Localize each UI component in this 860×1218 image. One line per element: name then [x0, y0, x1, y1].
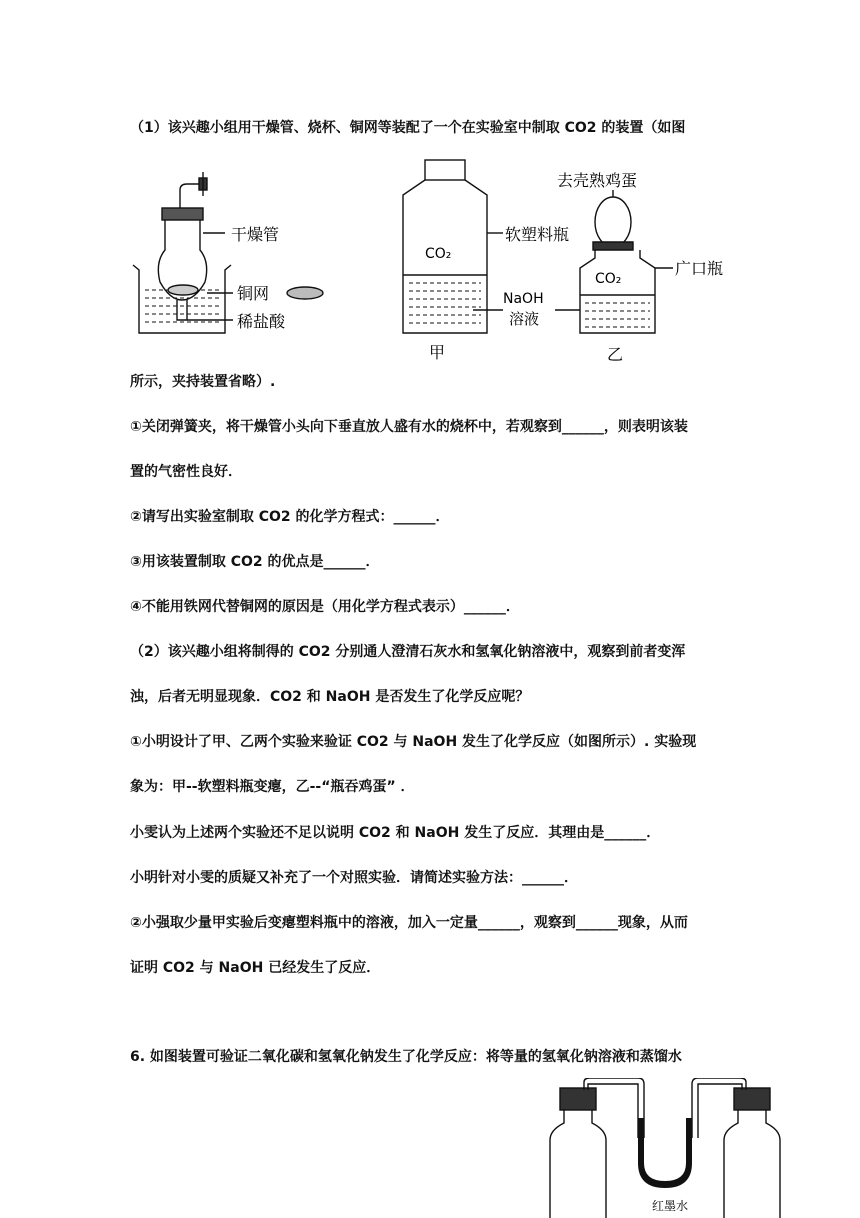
label-egg: 去壳熟鸡蛋	[557, 171, 638, 190]
label-soft-bottle: 软塑料瓶	[505, 225, 570, 244]
q2-sub1b: 象为：甲--软塑料瓶变瘪，乙--“瓶吞鸡蛋” ．	[130, 779, 415, 795]
label-yi: 乙	[607, 345, 624, 364]
label-dilute-hcl: 稀盐酸	[237, 312, 286, 331]
label-solution: 溶液	[509, 310, 540, 328]
figure-apparatus-1	[125, 150, 745, 365]
q2-line2: 浊，后者无明显现象．CO2 和 NaOH 是否发生了化学反应呢？	[130, 689, 530, 705]
q1-line2: 所示，夹持装置省略）.	[130, 374, 276, 390]
label-drying-tube: 干燥管	[231, 225, 280, 244]
q1-sub3: ③用该装置制取 CO2 的优点是______．	[130, 554, 380, 570]
q1-sub2: ②请写出实验室制取 CO2 的化学方程式：______．	[130, 509, 450, 525]
drying-tube-apparatus	[133, 172, 323, 333]
q6-line1: 6. 如图装置可验证二氧化碳和氢氧化钠发生了化学反应：将等量的氢氧化钠溶液和蒸馏水	[130, 1049, 682, 1065]
label-co2-jia: CO₂	[425, 246, 452, 262]
q2-sub2b: 证明 CO2 与 NaOH 已经发生了反应．	[130, 960, 381, 976]
u-tube	[638, 1118, 692, 1188]
q2-sub1d: 小明针对小雯的质疑又补充了一个对照实验．请简述实验方法：______．	[130, 870, 578, 886]
soft-plastic-bottle	[403, 160, 503, 333]
label-naoh: NaOH	[503, 291, 544, 307]
q2-sub1a: ①小明设计了甲、乙两个实验来验证 CO2 与 NaOH 发生了化学反应（如图所示）. 实验现	[130, 734, 697, 750]
q1-sub1b: 置的气密性良好．	[130, 464, 242, 480]
q2-sub2a: ②小强取少量甲实验后变瘪塑料瓶中的溶液，加入一定量______，观察到______现象，从而	[130, 915, 688, 931]
q1-sub1a: ①关闭弹簧夹，将干燥管小头向下垂直放人盛有水的烧杯中，若观察到______，则表明该装	[130, 419, 688, 435]
wide-mouth-bottle	[555, 190, 673, 333]
q1-line1: （1）该兴趣小组用干燥管、烧杯、铜网等装配了一个在实验室中制取 CO2 的装置（如图	[130, 120, 686, 136]
label-wide-bottle: 广口瓶	[675, 259, 724, 278]
figure-apparatus-2	[540, 1078, 790, 1218]
q2-sub1c: 小雯认为上述两个实验还不足以说明 CO2 和 NaOH 发生了反应．其理由是______．	[130, 825, 661, 841]
label-co2-yi: CO₂	[595, 271, 622, 287]
q2-line1: （2）该兴趣小组将制得的 CO2 分别通人澄清石灰水和氢氧化钠溶液中，观察到前者变浑	[130, 644, 686, 660]
label-copper-mesh: 铜网	[237, 284, 270, 303]
label-jia: 甲	[429, 343, 446, 362]
label-red-ink: 红墨水	[652, 1199, 689, 1213]
q1-sub4: ④不能用铁网代替铜网的原因是（用化学方程式表示）______．	[130, 599, 520, 615]
